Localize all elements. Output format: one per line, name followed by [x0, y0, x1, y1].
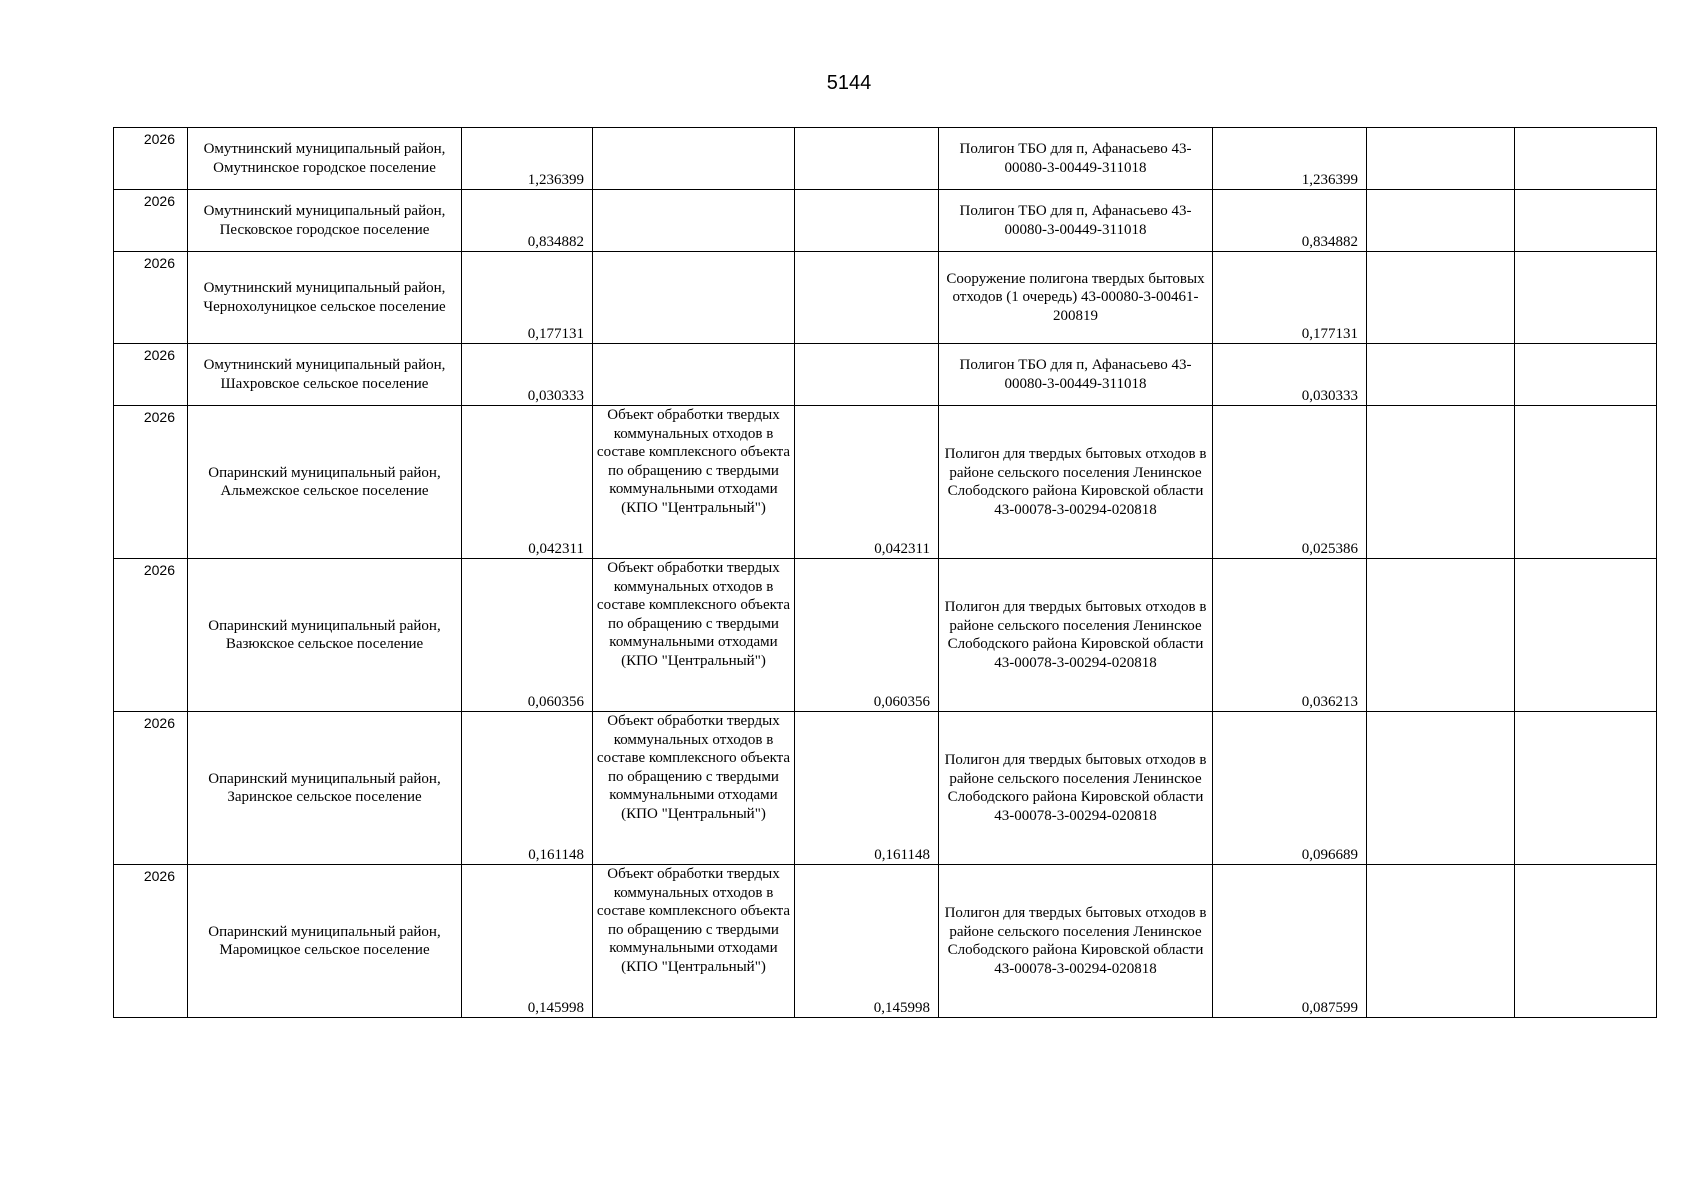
mass-processed-cell-text: 0,145998 — [873, 999, 930, 1016]
empty-cell — [1367, 712, 1515, 865]
year-cell-text: 2026 — [143, 131, 175, 147]
mass-processed-cell-text — [795, 190, 938, 251]
empty-cell — [1515, 559, 1657, 712]
municipality-cell — [188, 865, 462, 1018]
processing-object-cell — [593, 865, 795, 1018]
mass-generated-cell-text: 0,060356 — [527, 693, 584, 710]
municipality-cell-text: Омутнинский муниципальный район, Песковское городское поселение — [203, 203, 446, 238]
mass-generated-cell-text: 0,145998 — [527, 999, 584, 1016]
mass-generated-cell-text: 0,042311 — [528, 540, 584, 557]
municipality-cell-text: Опаринский муниципальный район, Вазюкское сельское поселение — [208, 617, 441, 652]
mass-generated-cell-text: 0,030333 — [527, 387, 584, 404]
table-body — [114, 128, 1657, 1018]
mass-processed-cell-text: 0,060356 — [873, 693, 930, 710]
empty-cell — [1367, 406, 1515, 559]
landfill-cell — [939, 712, 1213, 865]
empty-cell-text — [1367, 865, 1514, 1017]
mass-disposed-cell-text: 0,036213 — [1301, 693, 1358, 710]
year-cell — [114, 128, 188, 190]
mass-generated-cell-text: 1,236399 — [527, 171, 584, 188]
mass-disposed-cell — [1213, 128, 1367, 190]
municipality-cell-text: Омутнинский муниципальный район, Шахровское сельское поселение — [203, 357, 446, 392]
year-cell-text: 2026 — [143, 562, 175, 578]
mass-generated-cell — [462, 252, 593, 344]
processing-object-cell-text — [593, 252, 794, 343]
empty-cell — [1367, 559, 1515, 712]
municipality-cell — [188, 344, 462, 406]
empty-cell — [1515, 406, 1657, 559]
table-row — [114, 865, 1657, 1018]
table-row — [114, 252, 1657, 344]
empty-cell — [1515, 712, 1657, 865]
empty-cell — [1515, 252, 1657, 344]
processing-object-cell — [593, 712, 795, 865]
landfill-cell — [939, 128, 1213, 190]
empty-cell — [1367, 252, 1515, 344]
mass-disposed-cell-text: 0,177131 — [1301, 325, 1358, 342]
landfill-cell-text: Сооружение полигона твердых бытовых отходов (1 очередь) 43-00080-3-00461-200819 — [946, 270, 1205, 324]
landfill-cell-text: Полигон ТБО для п, Афанасьево 43-00080-3-00449-311018 — [959, 357, 1192, 392]
landfill-cell-text: Полигон для твердых бытовых отходов в районе сельского поселения Ленинское Слободского района Кировской области 43-00078-3-00294-020818 — [944, 905, 1207, 977]
mass-disposed-cell — [1213, 712, 1367, 865]
year-cell — [114, 344, 188, 406]
landfill-cell — [939, 406, 1213, 559]
processing-object-cell-text: Объект обработки твердых коммунальных отходов в составе комплексного объекта по обращению с твердыми коммунальными отходами (КПО "Центральный") — [596, 713, 791, 822]
landfill-cell-text: Полигон для твердых бытовых отходов в районе сельского поселения Ленинское Слободского района Кировской области 43-00078-3-00294-020818 — [944, 752, 1207, 824]
mass-generated-cell — [462, 559, 593, 712]
empty-cell-text — [1367, 128, 1514, 189]
empty-cell-text — [1367, 406, 1514, 558]
mass-processed-cell — [795, 406, 939, 559]
waste-flow-table — [113, 127, 1657, 1018]
mass-disposed-cell — [1213, 559, 1367, 712]
municipality-cell — [188, 190, 462, 252]
municipality-cell — [188, 128, 462, 190]
mass-disposed-cell — [1213, 344, 1367, 406]
municipality-cell-text: Опаринский муниципальный район, Заринское сельское поселение — [208, 770, 441, 805]
mass-processed-cell-text: 0,042311 — [874, 540, 930, 557]
empty-cell-text — [1367, 190, 1514, 251]
empty-cell-text — [1367, 344, 1514, 405]
mass-generated-cell — [462, 190, 593, 252]
mass-processed-cell-text: 0,161148 — [874, 846, 930, 863]
page-number: 5144 — [826, 72, 872, 94]
processing-object-cell-text: Объект обработки твердых коммунальных отходов в составе комплексного объекта по обращению с твердыми коммунальными отходами (КПО "Центральный") — [596, 560, 791, 669]
mass-processed-cell-text — [795, 252, 938, 343]
landfill-cell-text: Полигон для твердых бытовых отходов в районе сельского поселения Ленинское Слободского района Кировской области 43-00078-3-00294-020818 — [944, 446, 1207, 518]
municipality-cell — [188, 252, 462, 344]
empty-cell — [1367, 865, 1515, 1018]
processing-object-cell-text — [593, 190, 794, 251]
processing-object-cell-text — [593, 344, 794, 405]
municipality-cell-text: Опаринский муниципальный район, Альмежское сельское поселение — [208, 464, 441, 499]
mass-processed-cell-text — [795, 128, 938, 189]
mass-processed-cell — [795, 344, 939, 406]
processing-object-cell-text: Объект обработки твердых коммунальных отходов в составе комплексного объекта по обращению с твердыми коммунальными отходами (КПО "Центральный") — [596, 866, 791, 975]
empty-cell-text — [1515, 252, 1656, 343]
year-cell — [114, 252, 188, 344]
year-cell — [114, 865, 188, 1018]
year-cell-text: 2026 — [143, 193, 175, 209]
mass-disposed-cell — [1213, 865, 1367, 1018]
mass-disposed-cell-text: 0,096689 — [1301, 846, 1358, 863]
empty-cell-text — [1515, 865, 1656, 1017]
mass-disposed-cell-text: 1,236399 — [1301, 171, 1358, 188]
landfill-cell-text: Полигон для твердых бытовых отходов в районе сельского поселения Ленинское Слободского района Кировской области 43-00078-3-00294-020818 — [944, 599, 1207, 671]
processing-object-cell — [593, 128, 795, 190]
table-row — [114, 128, 1657, 190]
empty-cell-text — [1367, 252, 1514, 343]
mass-disposed-cell-text: 0,834882 — [1301, 233, 1358, 250]
municipality-cell-text: Опаринский муниципальный район, Маромицкое сельское поселение — [208, 923, 441, 958]
mass-generated-cell-text: 0,161148 — [528, 846, 584, 863]
processing-object-cell-text — [593, 128, 794, 189]
municipality-cell-text: Омутнинский муниципальный район, Чернохолуницкое сельское поселение — [203, 280, 446, 315]
empty-cell — [1515, 865, 1657, 1018]
mass-processed-cell — [795, 865, 939, 1018]
empty-cell-text — [1515, 344, 1656, 405]
mass-disposed-cell — [1213, 406, 1367, 559]
mass-processed-cell — [795, 559, 939, 712]
municipality-cell-text: Омутнинский муниципальный район, Омутнинское городское поселение — [203, 141, 446, 176]
mass-generated-cell — [462, 128, 593, 190]
mass-disposed-cell-text: 0,025386 — [1301, 540, 1358, 557]
municipality-cell — [188, 406, 462, 559]
year-cell-text: 2026 — [143, 255, 175, 271]
mass-disposed-cell — [1213, 252, 1367, 344]
mass-generated-cell — [462, 712, 593, 865]
year-cell-text: 2026 — [143, 409, 175, 425]
processing-object-cell — [593, 252, 795, 344]
landfill-cell-text: Полигон ТБО для п, Афанасьево 43-00080-3-00449-311018 — [959, 141, 1192, 176]
table-row — [114, 190, 1657, 252]
mass-disposed-cell-text: 0,030333 — [1301, 387, 1358, 404]
table-row — [114, 712, 1657, 865]
year-cell — [114, 559, 188, 712]
empty-cell-text — [1515, 406, 1656, 558]
processing-object-cell — [593, 190, 795, 252]
empty-cell-text — [1367, 712, 1514, 864]
mass-generated-cell-text: 0,834882 — [527, 233, 584, 250]
landfill-cell — [939, 559, 1213, 712]
table-row — [114, 406, 1657, 559]
year-cell — [114, 712, 188, 865]
empty-cell — [1515, 128, 1657, 190]
empty-cell — [1367, 128, 1515, 190]
empty-cell-text — [1515, 712, 1656, 864]
mass-processed-cell — [795, 128, 939, 190]
processing-object-cell — [593, 406, 795, 559]
empty-cell-text — [1367, 559, 1514, 711]
year-cell-text: 2026 — [143, 715, 175, 731]
year-cell — [114, 190, 188, 252]
landfill-cell — [939, 252, 1213, 344]
empty-cell — [1515, 344, 1657, 406]
mass-generated-cell — [462, 406, 593, 559]
landfill-cell-text: Полигон ТБО для п, Афанасьево 43-00080-3-00449-311018 — [959, 203, 1192, 238]
processing-object-cell — [593, 344, 795, 406]
mass-processed-cell — [795, 190, 939, 252]
processing-object-cell-text: Объект обработки твердых коммунальных отходов в составе комплексного объекта по обращению с твердыми коммунальными отходами (КПО "Центральный") — [596, 407, 791, 516]
mass-disposed-cell-text: 0,087599 — [1301, 999, 1358, 1016]
landfill-cell — [939, 190, 1213, 252]
year-cell — [114, 406, 188, 559]
empty-cell-text — [1515, 128, 1656, 189]
empty-cell-text — [1515, 559, 1656, 711]
processing-object-cell — [593, 559, 795, 712]
landfill-cell — [939, 344, 1213, 406]
year-cell-text: 2026 — [143, 347, 175, 363]
mass-disposed-cell — [1213, 190, 1367, 252]
mass-generated-cell — [462, 865, 593, 1018]
municipality-cell — [188, 712, 462, 865]
mass-processed-cell — [795, 712, 939, 865]
mass-processed-cell-text — [795, 344, 938, 405]
municipality-cell — [188, 559, 462, 712]
table-row — [114, 344, 1657, 406]
empty-cell — [1367, 190, 1515, 252]
landfill-cell — [939, 865, 1213, 1018]
table-row — [114, 559, 1657, 712]
empty-cell — [1515, 190, 1657, 252]
empty-cell-text — [1515, 190, 1656, 251]
year-cell-text: 2026 — [143, 868, 175, 884]
empty-cell — [1367, 344, 1515, 406]
mass-generated-cell-text: 0,177131 — [527, 325, 584, 342]
mass-processed-cell — [795, 252, 939, 344]
mass-generated-cell — [462, 344, 593, 406]
